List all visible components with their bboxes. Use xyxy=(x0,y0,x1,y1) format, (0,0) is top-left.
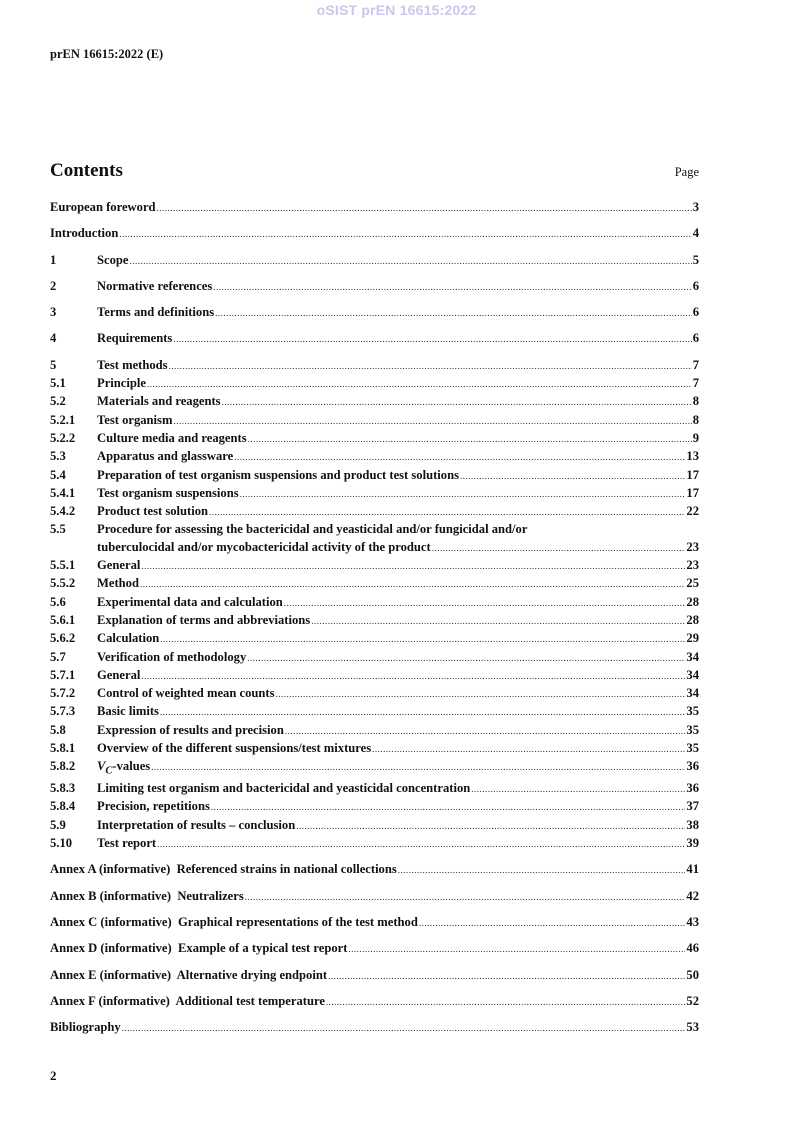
toc-entry[interactable] xyxy=(50,649,699,667)
toc-entry-annex[interactable] xyxy=(50,888,699,906)
toc-entry[interactable] xyxy=(50,503,699,521)
toc-entry[interactable] xyxy=(50,304,699,322)
page-number: 2 xyxy=(50,1068,57,1083)
toc-entry-label: $V_C$-values xyxy=(97,759,151,777)
toc-entry-number: 5.2.2 xyxy=(50,430,76,445)
toc-entry-page: 36 xyxy=(686,759,699,774)
toc-entry-number: 5.2 xyxy=(50,394,66,409)
toc-header xyxy=(50,160,699,182)
table-of-contents xyxy=(50,199,699,1037)
toc-entry[interactable] xyxy=(50,1019,699,1037)
toc-entry-page: 43 xyxy=(686,914,699,929)
leader-dots xyxy=(328,968,685,985)
toc-entry-annex[interactable] xyxy=(50,940,699,958)
toc-entry[interactable] xyxy=(50,703,699,721)
toc-entry-label: General xyxy=(97,558,141,573)
leader-dots xyxy=(285,723,686,740)
toc-entry[interactable] xyxy=(50,740,699,758)
toc-entry[interactable] xyxy=(50,557,699,575)
leader-dots xyxy=(222,394,692,411)
toc-entry-number: 5.4.1 xyxy=(50,485,76,500)
toc-entry-page: 38 xyxy=(686,817,699,832)
toc-entry-page: 22 xyxy=(686,504,699,519)
toc-entry[interactable] xyxy=(50,630,699,648)
toc-entry-label: Normative references xyxy=(97,278,213,293)
subscript-c: C xyxy=(105,765,113,777)
toc-entry[interactable] xyxy=(50,612,699,630)
toc-entry-page: 4 xyxy=(692,226,699,241)
leader-dots xyxy=(247,650,685,667)
toc-entry[interactable] xyxy=(50,835,699,853)
toc-entry-number: 5.10 xyxy=(50,836,73,851)
toc-entry-label: Test report xyxy=(97,836,157,851)
leader-dots xyxy=(213,279,691,296)
leader-dots xyxy=(326,994,685,1011)
toc-entry-number: 1 xyxy=(50,252,57,267)
toc-entry-annex[interactable] xyxy=(50,967,699,985)
toc-entry-annex[interactable] xyxy=(50,993,699,1011)
toc-entry-page: 17 xyxy=(686,485,699,500)
toc-entry[interactable] xyxy=(50,817,699,835)
toc-entry-label: Culture media and reagents xyxy=(97,430,247,445)
toc-entry-label: Experimental data and calculation xyxy=(97,594,283,609)
toc-entry-page: 41 xyxy=(686,862,699,877)
toc-entry-number: 5.1 xyxy=(50,376,66,391)
toc-entry-page: 6 xyxy=(692,305,699,320)
toc-entry-page: 35 xyxy=(686,722,699,737)
toc-entry-label: European foreword xyxy=(50,200,156,214)
toc-entry[interactable] xyxy=(50,667,699,685)
toc-title: Contents xyxy=(50,160,123,181)
toc-entry-label: Explanation of terms and abbreviations xyxy=(97,612,311,627)
toc-entry-number: 5.3 xyxy=(50,449,66,464)
toc-entry-number: 5.5 xyxy=(50,522,66,537)
toc-entry-page: 13 xyxy=(686,449,699,464)
toc-entry[interactable] xyxy=(50,357,699,375)
toc-entry[interactable] xyxy=(50,252,699,270)
toc-entry[interactable] xyxy=(50,485,699,503)
leader-dots xyxy=(215,305,692,322)
toc-entry-label: Expression of results and precision xyxy=(97,722,284,737)
toc-entry-number: 3 xyxy=(50,305,57,320)
toc-entry-label: Limiting test organism and bactericidal and yeasticidal concentration xyxy=(97,781,471,796)
toc-entry-label: Overview of the different suspensions/test mixtures xyxy=(97,741,372,756)
toc-entry-number: 5.8.4 xyxy=(50,799,76,814)
toc-entry-label: Annex C (informative) Graphical representations of the test method xyxy=(50,914,418,929)
toc-entry-page: 8 xyxy=(692,412,699,427)
toc-entry-label: Introduction xyxy=(50,226,119,241)
toc-entry-label: Scope xyxy=(97,252,129,267)
leader-dots xyxy=(160,631,685,648)
toc-entry[interactable] xyxy=(50,758,699,780)
toc-entry[interactable] xyxy=(50,798,699,816)
toc-entry[interactable] xyxy=(50,199,699,217)
toc-entry-number: 4 xyxy=(50,331,57,346)
toc-entry-number: 5.4.2 xyxy=(50,504,76,519)
leader-dots xyxy=(141,668,685,685)
toc-entry-page: 5 xyxy=(692,252,699,267)
leader-dots xyxy=(372,741,685,758)
toc-entry-label: Terms and definitions xyxy=(97,305,215,320)
toc-entry[interactable] xyxy=(50,521,699,538)
toc-entry-page: 17 xyxy=(686,467,699,482)
toc-entry-label: Precision, repetitions xyxy=(97,799,210,814)
leader-dots xyxy=(140,576,685,593)
toc-entry[interactable] xyxy=(50,225,699,243)
toc-entry[interactable] xyxy=(50,375,699,393)
toc-entry-page: 3 xyxy=(692,200,699,214)
toc-entry[interactable] xyxy=(50,448,699,466)
toc-entry-label: Verification of methodology xyxy=(97,649,247,664)
leader-dots xyxy=(460,468,685,485)
toc-entry-number: 5.5.2 xyxy=(50,576,76,591)
toc-entry-page: 6 xyxy=(692,331,699,346)
toc-entry[interactable] xyxy=(50,278,699,296)
toc-entry-number: 2 xyxy=(50,278,57,293)
toc-entry-page: 35 xyxy=(686,741,699,756)
toc-entry[interactable] xyxy=(50,594,699,612)
toc-entry-label: Preparation of test organism suspensions and product test solutions xyxy=(97,467,459,482)
toc-entry-page: 34 xyxy=(686,649,699,664)
toc-entry-page: 35 xyxy=(686,704,699,719)
leader-dots xyxy=(275,686,685,703)
document-id-header: prEN 16615:2022 (E) xyxy=(50,47,164,61)
toc-entry[interactable] xyxy=(50,412,699,430)
toc-entry-label: Product test solution xyxy=(97,504,209,519)
toc-entry-label: Annex D (informative) Example of a typical test report xyxy=(50,941,348,956)
toc-entry-label: Annex A (informative) Referenced strains in national collections xyxy=(50,862,397,877)
toc-entry-page: 53 xyxy=(686,1020,699,1035)
leader-dots xyxy=(169,358,692,375)
toc-entry[interactable] xyxy=(50,430,699,448)
toc-entry-page: 50 xyxy=(686,967,699,982)
toc-entry-number: 5.6 xyxy=(50,594,66,609)
toc-entry-label: tuberculocidal and/or mycobactericidal activity of the product xyxy=(97,539,431,554)
toc-entry[interactable] xyxy=(50,780,699,798)
toc-entry-label: Control of weighted mean counts xyxy=(97,686,275,701)
toc-entry-label: Method xyxy=(97,576,139,591)
toc-entry-label: Annex E (informative) Alternative drying endpoint xyxy=(50,967,328,982)
toc-entry-page: 25 xyxy=(686,576,699,591)
toc-entry-label: Basic limits xyxy=(97,704,159,719)
leader-dots xyxy=(245,889,686,906)
variable-v: V xyxy=(97,759,106,774)
leader-dots xyxy=(419,915,686,932)
toc-entry-number: 5.8.3 xyxy=(50,781,76,796)
leader-dots xyxy=(296,818,685,835)
toc-entry-label: Annex F (informative) Additional test temperature xyxy=(50,993,325,1008)
toc-entry-page: 6 xyxy=(692,278,699,293)
leader-dots xyxy=(122,1020,686,1037)
toc-entry-label: Interpretation of results – conclusion xyxy=(97,817,296,832)
toc-entry-page: 34 xyxy=(686,667,699,682)
toc-entry-label: Materials and reagents xyxy=(97,394,221,409)
toc-entry-label: Apparatus and glassware xyxy=(97,449,234,464)
toc-entry-number: 5.5.1 xyxy=(50,558,76,573)
toc-entry-annex[interactable] xyxy=(50,914,699,932)
toc-entry-page: 46 xyxy=(686,941,699,956)
leader-dots xyxy=(151,759,685,776)
toc-entry-label: Calculation xyxy=(97,631,160,646)
toc-entry-page: 52 xyxy=(686,993,699,1008)
toc-entry-page: 7 xyxy=(692,376,699,391)
toc-entry-page: 28 xyxy=(686,612,699,627)
toc-entry-number: 5.9 xyxy=(50,817,66,832)
leader-dots xyxy=(471,781,685,798)
toc-entry-label-line1: Procedure for assessing the bactericidal and yeasticidal and/or fungicidal and/or xyxy=(97,522,528,537)
toc-entry-label: Test organism suspensions xyxy=(97,485,239,500)
leader-dots xyxy=(147,376,692,393)
leader-dots xyxy=(234,449,685,466)
toc-entry-page: 29 xyxy=(686,631,699,646)
toc-entry[interactable] xyxy=(50,393,699,411)
toc-entry-page: 28 xyxy=(686,594,699,609)
leader-dots xyxy=(432,540,686,557)
toc-entry-label: Requirements xyxy=(97,331,173,346)
toc-entry-page: 23 xyxy=(686,539,699,554)
toc-entry[interactable] xyxy=(50,685,699,703)
toc-entry-number: 5 xyxy=(50,357,57,372)
toc-entry-label: Principle xyxy=(97,376,146,391)
toc-entry-page: 23 xyxy=(686,558,699,573)
toc-entry-number: 5.4 xyxy=(50,467,66,482)
toc-entry-label: Test methods xyxy=(97,357,168,372)
toc-entry-page: 9 xyxy=(692,430,699,445)
leader-dots xyxy=(348,941,685,958)
leader-dots xyxy=(240,486,686,503)
toc-entry[interactable] xyxy=(50,575,699,593)
toc-entry-number: 5.6.2 xyxy=(50,631,76,646)
toc-entry-number: 5.7.3 xyxy=(50,704,76,719)
toc-entry-page: 39 xyxy=(686,836,699,851)
toc-entry-page: 42 xyxy=(686,888,699,903)
toc-entry-label: General xyxy=(97,667,141,682)
toc-entry-label: Test organism xyxy=(97,412,173,427)
leader-dots xyxy=(398,862,686,879)
leader-dots xyxy=(157,200,692,217)
toc-entry-number: 5.8.1 xyxy=(50,741,76,756)
toc-entry-number: 5.7 xyxy=(50,649,66,664)
leader-dots xyxy=(209,504,685,521)
toc-entry-number: 5.7.1 xyxy=(50,667,76,682)
leader-dots xyxy=(311,613,685,630)
leader-dots xyxy=(129,253,691,270)
toc-entry-page: 37 xyxy=(686,799,699,814)
toc-entry-annex[interactable] xyxy=(50,861,699,879)
toc-entry-page: 8 xyxy=(692,394,699,409)
toc-entry-page: 34 xyxy=(686,686,699,701)
leader-dots xyxy=(160,704,685,721)
toc-entry-page: 36 xyxy=(686,781,699,796)
toc-entry-page: 7 xyxy=(692,357,699,372)
leader-dots xyxy=(248,431,692,448)
leader-dots xyxy=(173,331,691,348)
toc-entry-number: 5.8.2 xyxy=(50,759,76,774)
toc-entry-number: 5.2.1 xyxy=(50,412,76,427)
toc-entry[interactable] xyxy=(50,467,699,485)
toc-entry[interactable] xyxy=(50,330,699,348)
leader-dots xyxy=(284,595,686,612)
toc-entry-continuation[interactable] xyxy=(50,539,699,557)
leader-dots xyxy=(141,558,685,575)
toc-entry-number: 5.8 xyxy=(50,722,66,737)
toc-entry-number: 5.6.1 xyxy=(50,612,76,627)
toc-entry-label: Bibliography xyxy=(50,1020,121,1035)
leader-dots xyxy=(173,413,691,430)
leader-dots xyxy=(211,799,686,816)
toc-entry[interactable] xyxy=(50,722,699,740)
toc-entry-number: 5.7.2 xyxy=(50,686,76,701)
leader-dots xyxy=(157,836,685,853)
toc-page-column-label: Page xyxy=(674,165,699,179)
leader-dots xyxy=(119,226,691,243)
watermark: oSIST prEN 16615:2022 xyxy=(316,2,477,18)
toc-entry-label: Annex B (informative) Neutralizers xyxy=(50,888,244,903)
